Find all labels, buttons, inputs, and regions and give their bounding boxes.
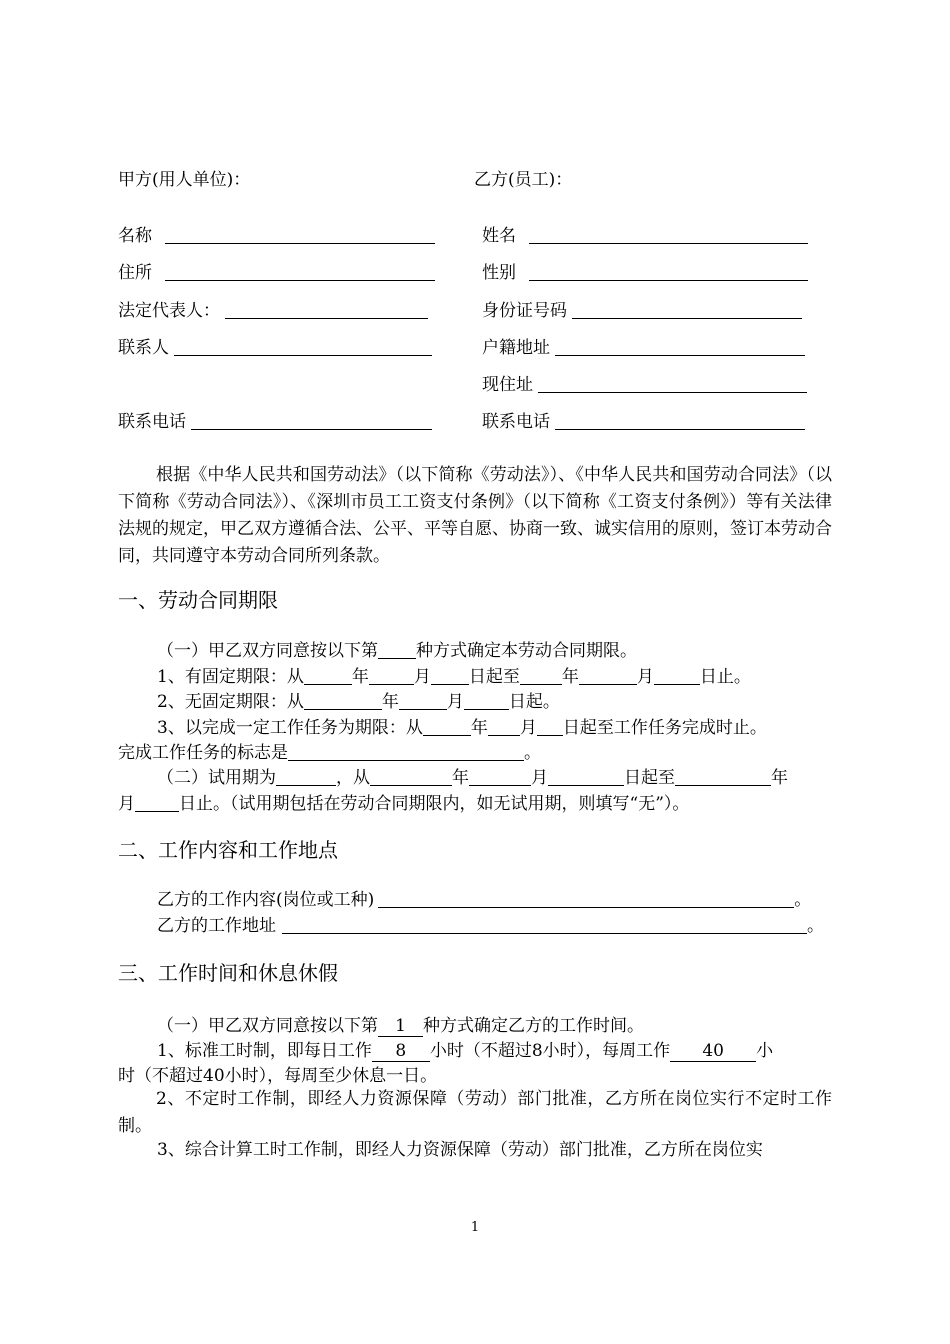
s2-content-row: 乙方的工作内容(岗位或工种) 。 — [157, 890, 812, 910]
party-a-legal-rep-field[interactable] — [225, 300, 428, 319]
party-b-id-label: 身份证号码 — [482, 301, 567, 321]
s1-probation-from-day-field[interactable] — [548, 767, 624, 786]
party-b-name-label: 姓名 — [482, 226, 516, 246]
s1-item1-from-year-field[interactable] — [304, 666, 352, 685]
party-a-name-field[interactable] — [165, 225, 435, 244]
s1-probation-period-field[interactable] — [276, 767, 336, 786]
preamble: 根据《中华人民共和国劳动法》（以下简称《劳动法》）、《中华人民共和国劳动合同法》（以下简称《劳动合同法》）、《深圳市员工工资支付条例》（以下简称《工资支付条例》）等有关法律法规的规定，甲乙双方遵循合法、公平、平等自愿、协商一致、诚实信用的原则，签订本劳动合同，共同遵守本劳动合同所列条款。 — [118, 465, 832, 566]
party-a-address-label: 住所 — [118, 263, 152, 283]
s1-clause1: （一）甲乙双方同意按以下第 种方式确定本劳动合同期限。 — [157, 641, 637, 661]
s3-item1-line2: 时（不超过40小时），每周至少休息一日。 — [118, 1066, 438, 1086]
s3-item1: 1、标准工时制，即每日工作 8 小时（不超过8小时），每周工作 40 小 — [157, 1041, 774, 1061]
page-number: 1 — [470, 1220, 480, 1235]
party-b-name-field[interactable] — [529, 225, 808, 244]
party-a-contact-row — [118, 336, 432, 360]
s1-item2-year-field[interactable] — [304, 691, 382, 710]
s1-item3-month-field[interactable] — [488, 717, 520, 736]
party-b-gender-field[interactable] — [529, 262, 808, 281]
s1-probation-to-year-field[interactable] — [675, 767, 771, 786]
party-b-hukou-label: 户籍地址 — [482, 338, 550, 358]
section3-heading: 三、工作时间和休息休假 — [118, 961, 338, 985]
s1-task-marker-field[interactable] — [288, 742, 524, 761]
s1-probation-from-month-field[interactable] — [469, 767, 531, 786]
party-a-phone-label: 联系电话 — [118, 412, 186, 432]
s3-item2: 2、不定时工作制，即经人力资源保障（劳动）部门批准，乙方所在岗位实行不定时工作制。 — [118, 1089, 832, 1136]
s1-item2-month-field[interactable] — [399, 691, 447, 710]
party-a-name-row — [118, 224, 435, 248]
party-b-gender-row — [482, 261, 808, 285]
s3-clause1: （一）甲乙双方同意按以下第 1 种方式确定乙方的工作时间。 — [157, 1016, 644, 1036]
party-b-phone-row — [482, 410, 805, 434]
s2-content-field[interactable] — [378, 889, 794, 908]
party-b-phone-label: 联系电话 — [482, 412, 550, 432]
party-b-id-row — [482, 299, 802, 323]
s2-address-row: 乙方的工作地址 。 — [157, 916, 824, 936]
s1-item1-from-month-field[interactable] — [369, 666, 414, 685]
party-a-contact-field[interactable] — [174, 337, 432, 356]
s1-item2-day-field[interactable] — [464, 691, 509, 710]
s1-item3-day-field[interactable] — [537, 717, 563, 736]
party-a-address-field[interactable] — [165, 262, 435, 281]
party-b-hukou-field[interactable] — [555, 337, 805, 356]
s3-daily-hours-field[interactable]: 8 — [372, 1041, 430, 1062]
s1-clause2: （二）试用期为 ，从 年 月 日起至 年 — [157, 768, 788, 788]
party-b-hukou-row — [482, 336, 805, 360]
s1-probation-from-year-field[interactable] — [370, 767, 452, 786]
party-b-id-field[interactable] — [572, 300, 802, 319]
s1-clause2-line2: 月 日止。（试用期包括在劳动合同期限内，如无试用期，则填写“无”）。 — [118, 794, 690, 814]
section1-heading: 一、劳动合同期限 — [118, 588, 278, 612]
s1-item2: 2、无固定期限：从 年 月 日起。 — [157, 692, 560, 712]
party-b-gender-label: 性别 — [482, 263, 516, 283]
party-a-phone-row — [118, 410, 432, 434]
section2-heading: 二、工作内容和工作地点 — [118, 838, 338, 862]
party-b-current-address-label: 现住址 — [482, 375, 533, 395]
party-b-current-address-field[interactable] — [538, 374, 807, 393]
party-a-name-label: 名称 — [118, 226, 152, 246]
s1-item1-to-day-field[interactable] — [654, 666, 700, 685]
party-b-current-address-row — [482, 373, 807, 397]
s1-item3: 3、以完成一定工作任务为期限：从 年 月 日起至工作任务完成时止。 — [157, 718, 767, 738]
s3-weekly-hours-field[interactable]: 40 — [670, 1041, 756, 1062]
party-b-name-row — [482, 224, 808, 248]
party-a-phone-field[interactable] — [191, 411, 432, 430]
party-b-title: 乙方(员工)： — [474, 170, 573, 190]
s1-probation-to-day-field[interactable] — [135, 793, 179, 812]
s1-item1-to-month-field[interactable] — [579, 666, 637, 685]
party-a-contact-label: 联系人 — [118, 338, 169, 358]
s3-item3: 3、综合计算工时工作制，即经人力资源保障（劳动）部门批准，乙方所在岗位实 — [157, 1140, 763, 1160]
s1-item3-line2: 完成工作任务的标志是 。 — [118, 743, 541, 763]
party-a-address-row — [118, 261, 435, 285]
s1-item1-from-day-field[interactable] — [431, 666, 469, 685]
party-a-legal-rep-label: 法定代表人： — [118, 301, 220, 321]
party-a-legal-rep-row — [118, 299, 428, 323]
s1-item1-to-year-field[interactable] — [520, 666, 562, 685]
party-b-phone-field[interactable] — [555, 411, 805, 430]
s1-item1: 1、有固定期限：从 年 月 日起至 年 月 日止。 — [157, 667, 751, 687]
party-a-title: 甲方(用人单位)： — [118, 170, 251, 190]
s1-method-field[interactable] — [378, 640, 416, 659]
s2-address-field[interactable] — [282, 915, 807, 934]
s1-item3-year-field[interactable] — [423, 717, 471, 736]
s3-method-field[interactable]: 1 — [378, 1016, 423, 1037]
